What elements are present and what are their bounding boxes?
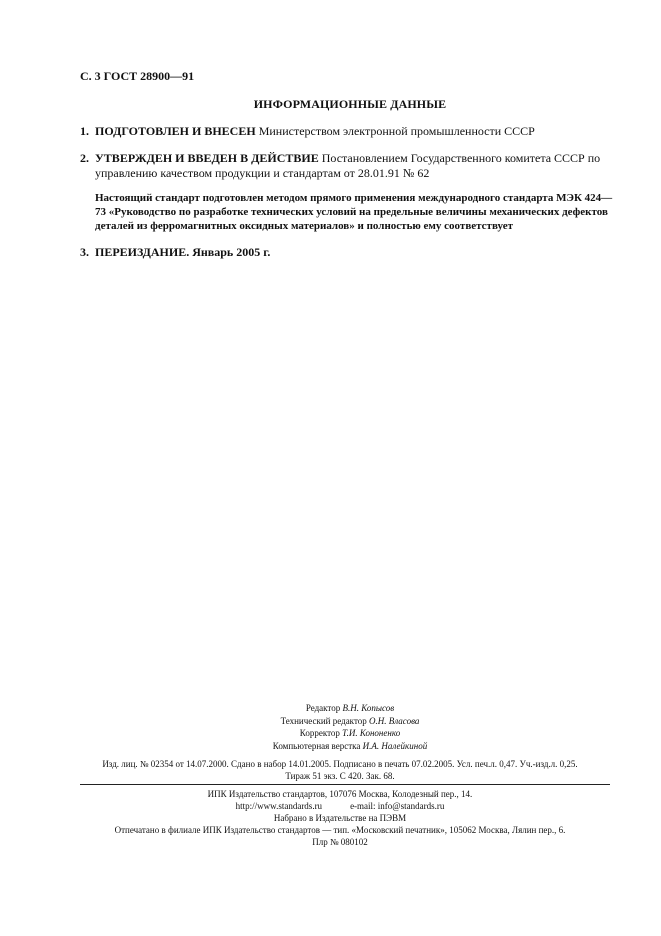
item-text: Министерством электронной промышленности СССР bbox=[255, 124, 535, 138]
colophon-line-1: Изд. лиц. № 02354 от 14.07.2000. Сдано в набор 14.01.2005. Подписано в печать 07.02.2005. Усл. печ.л. 0,47. Уч.-изд.л. 0,25. bbox=[102, 759, 578, 769]
item-body bbox=[95, 151, 620, 181]
item-body bbox=[95, 124, 620, 139]
publisher-footer bbox=[70, 788, 610, 848]
publisher-address: ИПК Издательство стандартов, 107076 Москва, Колодезный пер., 14. bbox=[207, 789, 473, 799]
info-item-3 bbox=[80, 245, 620, 260]
item-text: Постановлением Государственного комитета СССР по управлению качеством продукции и стандартам от 28.01.91 № 62 bbox=[95, 151, 601, 180]
colophon bbox=[70, 758, 610, 782]
info-item-1 bbox=[80, 124, 620, 139]
item-number: 1. bbox=[80, 124, 89, 138]
credit-line-editor: Редактор В.Н. Копысов bbox=[305, 703, 395, 713]
page-header: С. 3 ГОСТ 28900—91 bbox=[80, 69, 195, 83]
item-body: ПЕРЕИЗДАНИЕ. Январь 2005 г. bbox=[95, 245, 271, 259]
credit-line-corrector: Корректор Т.И. Кононенко bbox=[299, 728, 401, 738]
colophon-line-2: Тираж 51 экз. С 420. Зак. 68. bbox=[285, 771, 395, 781]
item-lead: ПОДГОТОВЛЕН И ВНЕСЕН bbox=[95, 124, 256, 138]
plr-number: Плр № 080102 bbox=[312, 837, 368, 847]
credit-line-layout: Компьютерная верстка И.А. Налейкиной bbox=[272, 740, 428, 751]
standard-note: Настоящий стандарт подготовлен методом прямого применения международного стандарта МЭК 424—73 «Руководство по разработке технических условий на предельные величины механических дефектов деталей из ферромагнитных оксидных материалов» и полностью ему соответствует bbox=[95, 192, 613, 232]
credits-block bbox=[170, 702, 530, 752]
footer-divider bbox=[80, 784, 610, 785]
printed-note: Отпечатано в филиале ИПК Издательство стандартов — тип. «Московский печатник», 105062 Москва, Лялин пер., 6. bbox=[114, 825, 566, 835]
section-title: ИНФОРМАЦИОННЫЕ ДАННЫЕ bbox=[253, 97, 447, 111]
typeset-note: Набрано в Издательстве на ПЭВМ bbox=[273, 813, 407, 823]
item-number: 2. bbox=[80, 151, 89, 165]
email-text: e-mail: info@standards.ru bbox=[350, 801, 445, 811]
credit-line-tech-editor: Технический редактор О.Н. Власова bbox=[280, 715, 420, 726]
item-lead: УТВЕРЖДЕН И ВВЕДЕН В ДЕЙСТВИЕ bbox=[95, 151, 319, 165]
item-number: 3. bbox=[80, 245, 89, 259]
publisher-contacts bbox=[70, 800, 610, 812]
info-item-2 bbox=[80, 151, 620, 181]
website-link: http://www.standards.ru bbox=[235, 801, 323, 811]
